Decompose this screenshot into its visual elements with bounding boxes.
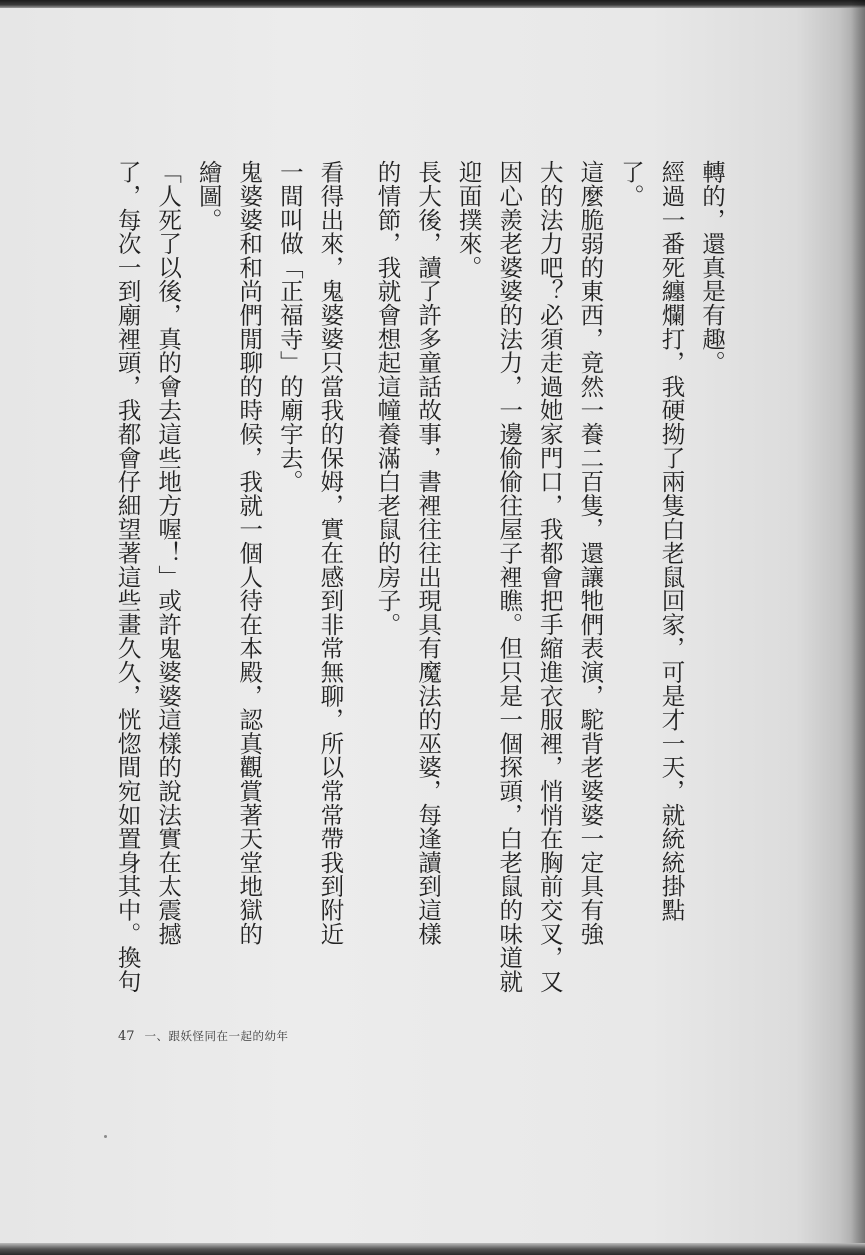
text-column: 迎面撲來。 bbox=[454, 160, 483, 279]
scan-top-edge bbox=[0, 0, 865, 8]
scan-bottom-edge bbox=[0, 1243, 865, 1255]
text-column: 「人死了以後，真的會去這些地方喔！」或許鬼婆婆這樣的說法實在太震撼 bbox=[154, 160, 183, 946]
text-column: 看得出來，鬼婆婆只當我的保姆，實在感到非常無聊，所以常常帶我到附近 bbox=[316, 160, 345, 946]
text-column: 的情節，我就會想起這幢養滿白老鼠的房子。 bbox=[373, 160, 402, 636]
page-number: 47 bbox=[118, 1029, 135, 1044]
text-column: 長大後，讀了許多童話故事，書裡往往出現具有魔法的巫婆，每逢讀到這樣 bbox=[414, 160, 443, 946]
text-column: 轉的，還真是有趣。 bbox=[698, 160, 726, 375]
text-column: 因心羨老婆婆的法力，一邊偷偷往屋子裡瞧。但只是一個探頭，白老鼠的味道就 bbox=[495, 160, 524, 993]
text-column: 經過一番死纏爛打，我硬拗了兩隻白老鼠回家，可是才一天，就統統掛點 bbox=[657, 160, 686, 922]
running-chapter-title: 一、跟妖怪同在一起的幼年 bbox=[144, 1029, 289, 1043]
section-spacer bbox=[353, 160, 365, 1000]
vertical-text-body bbox=[110, 160, 730, 1000]
page-footer bbox=[118, 1028, 289, 1044]
text-column: 了。 bbox=[616, 160, 645, 208]
text-column: 繪圖。 bbox=[194, 160, 223, 232]
text-column: 這麼脆弱的東西，竟然一養二百隻，還讓牠們表演，駝背老婆婆一定具有強 bbox=[576, 160, 605, 946]
scan-speck bbox=[104, 1135, 107, 1138]
text-column: 了，每次一到廟裡頭，我都會仔細望著這些畫久久，恍惚間宛如置身其中。換句 bbox=[113, 160, 142, 993]
text-column: 大的法力吧？必須走過她家門口，我都會把手縮進衣服裡，悄悄在胸前交叉，又 bbox=[535, 160, 564, 993]
text-column: 一間叫做「正福寺」的廟宇去。 bbox=[275, 160, 304, 494]
text-column: 鬼婆婆和和尚們閒聊的時候，我就一個人待在本殿，認真觀賞著天堂地獄的 bbox=[235, 160, 264, 946]
scan-right-edge bbox=[851, 0, 865, 1255]
